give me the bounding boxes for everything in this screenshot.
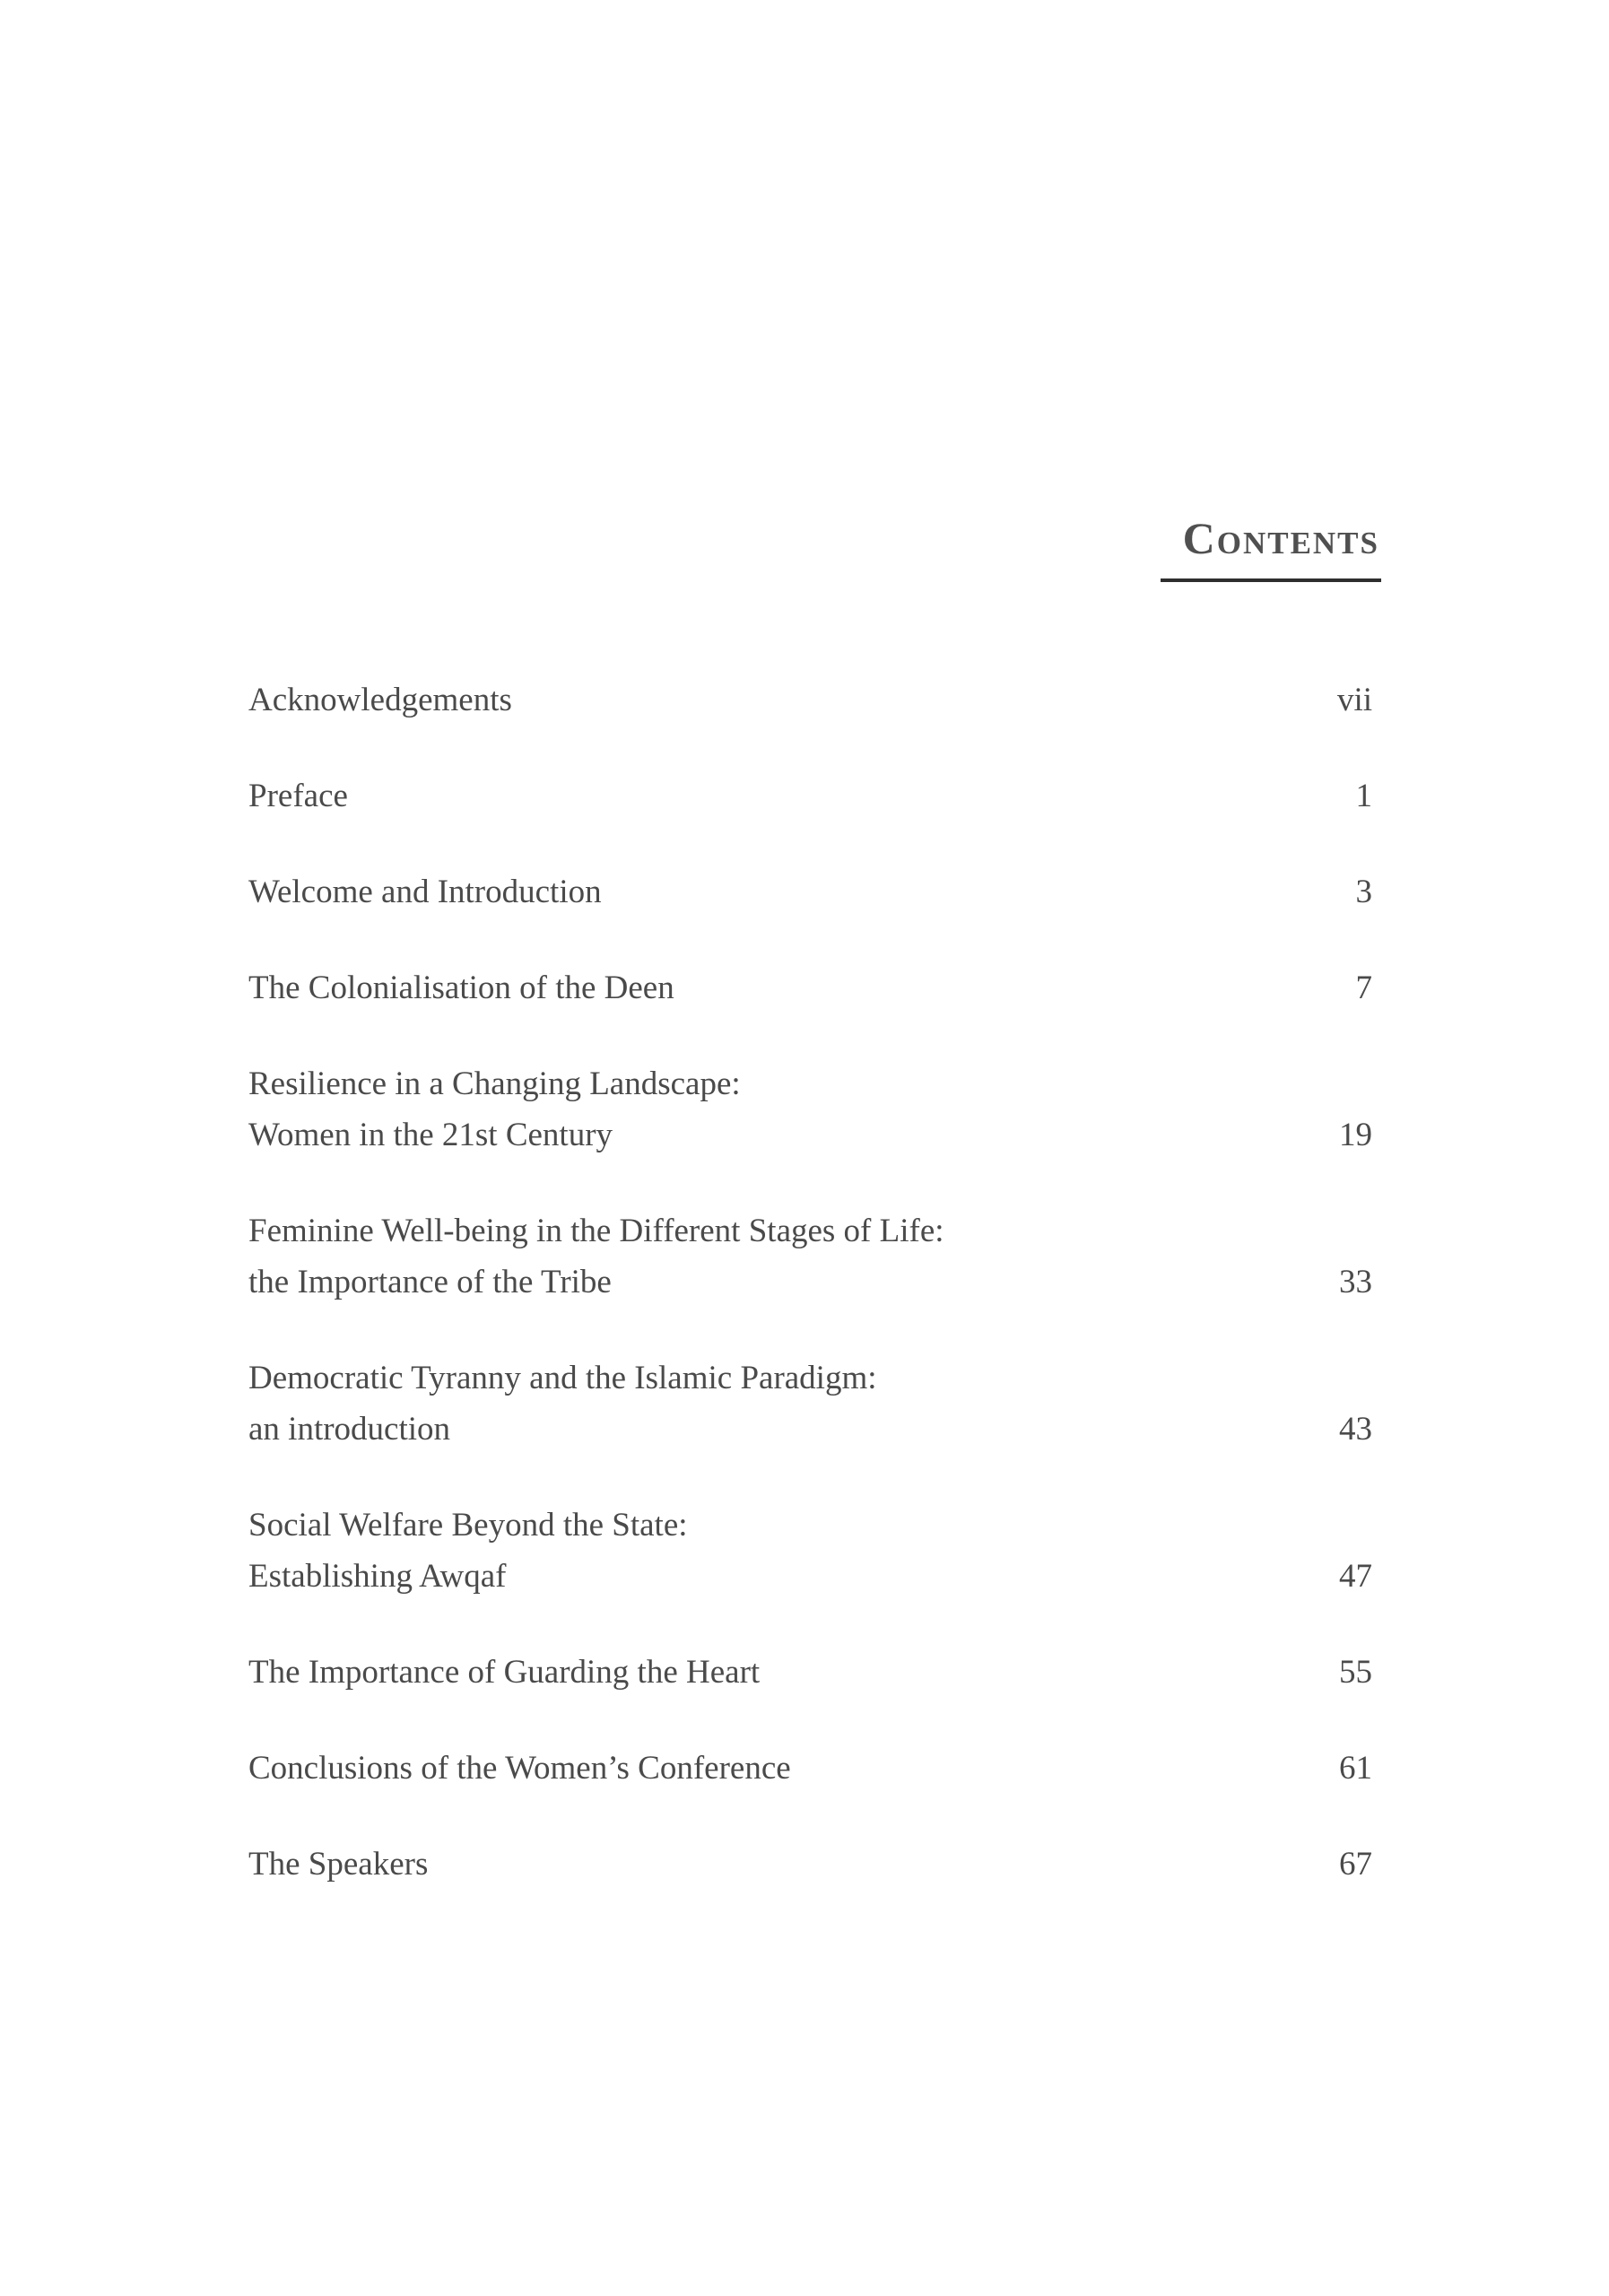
toc-entry-line: Welcome and Introduction bbox=[248, 874, 602, 910]
toc-entry-preface[interactable] bbox=[248, 770, 1372, 822]
contents-heading-block bbox=[1161, 513, 1381, 582]
toc-entry-title bbox=[248, 1352, 877, 1455]
toc-entry-acknowledgements[interactable] bbox=[248, 674, 1372, 726]
toc-entry-colonialisation-of-the-deen[interactable] bbox=[248, 962, 1372, 1013]
title-underline-divider bbox=[1161, 578, 1381, 582]
toc-entry-line: Women in the 21st Century bbox=[248, 1117, 613, 1153]
toc-entry-line: an introduction bbox=[248, 1411, 451, 1448]
toc-entry-title bbox=[248, 1058, 741, 1161]
toc-entry-line: Democratic Tyranny and the Islamic Paradigm: bbox=[248, 1360, 877, 1396]
toc-entry-title bbox=[248, 1743, 791, 1794]
toc-entry-feminine-well-being[interactable] bbox=[248, 1205, 1372, 1308]
toc-page-number: 61 bbox=[1339, 1750, 1372, 1787]
toc-page-number: 67 bbox=[1339, 1846, 1372, 1883]
toc-entry-line: Conclusions of the Women’s Conference bbox=[248, 1750, 791, 1787]
toc-entry-line: Preface bbox=[248, 778, 348, 814]
toc-page-number: 3 bbox=[1355, 874, 1372, 910]
toc-page-number: 33 bbox=[1339, 1264, 1372, 1300]
toc-entry-social-welfare-beyond-the-state[interactable] bbox=[248, 1500, 1372, 1602]
toc-page-number: 47 bbox=[1339, 1558, 1372, 1595]
toc-entry-line: the Importance of the Tribe bbox=[248, 1264, 612, 1300]
toc-page-number: 1 bbox=[1355, 778, 1372, 814]
toc-page-number: vii bbox=[1336, 682, 1372, 718]
toc-entry-the-speakers[interactable] bbox=[248, 1839, 1372, 1890]
toc-entry-conclusions[interactable] bbox=[248, 1743, 1372, 1794]
toc-entry-title bbox=[248, 1647, 760, 1698]
toc-entry-title bbox=[248, 1205, 944, 1308]
page-title: Contents bbox=[1182, 513, 1379, 563]
toc-entry-line: Resilience in a Changing Landscape: bbox=[248, 1065, 741, 1102]
toc-entry-democratic-tyranny[interactable] bbox=[248, 1352, 1372, 1455]
toc-entry-line: Establishing Awqaf bbox=[248, 1558, 507, 1595]
toc-page-number: 19 bbox=[1339, 1117, 1372, 1153]
toc-entry-guarding-the-heart[interactable] bbox=[248, 1647, 1372, 1698]
toc-entry-line: Acknowledgements bbox=[248, 682, 512, 718]
toc-entry-resilience-in-a-changing-landscape[interactable] bbox=[248, 1058, 1372, 1161]
toc-entry-title bbox=[248, 674, 512, 726]
toc-entry-line: The Colonialisation of the Deen bbox=[248, 970, 674, 1006]
toc-entry-line: Feminine Well-being in the Different Stages of Life: bbox=[248, 1213, 944, 1249]
toc-entry-title bbox=[248, 770, 348, 822]
toc-entry-title bbox=[248, 866, 602, 918]
toc-entry-line: The Speakers bbox=[248, 1846, 429, 1883]
toc-entry-line: The Importance of Guarding the Heart bbox=[248, 1654, 761, 1691]
toc-entry-welcome-and-introduction[interactable] bbox=[248, 866, 1372, 918]
toc-entry-title bbox=[248, 1500, 688, 1602]
toc-page-number: 55 bbox=[1339, 1654, 1372, 1691]
table-of-contents bbox=[248, 674, 1372, 1890]
toc-entry-title bbox=[248, 962, 674, 1013]
toc-entry-title bbox=[248, 1839, 428, 1890]
toc-page-number: 7 bbox=[1355, 970, 1372, 1006]
toc-entry-line: Social Welfare Beyond the State: bbox=[248, 1507, 688, 1544]
toc-page-number: 43 bbox=[1339, 1411, 1372, 1448]
